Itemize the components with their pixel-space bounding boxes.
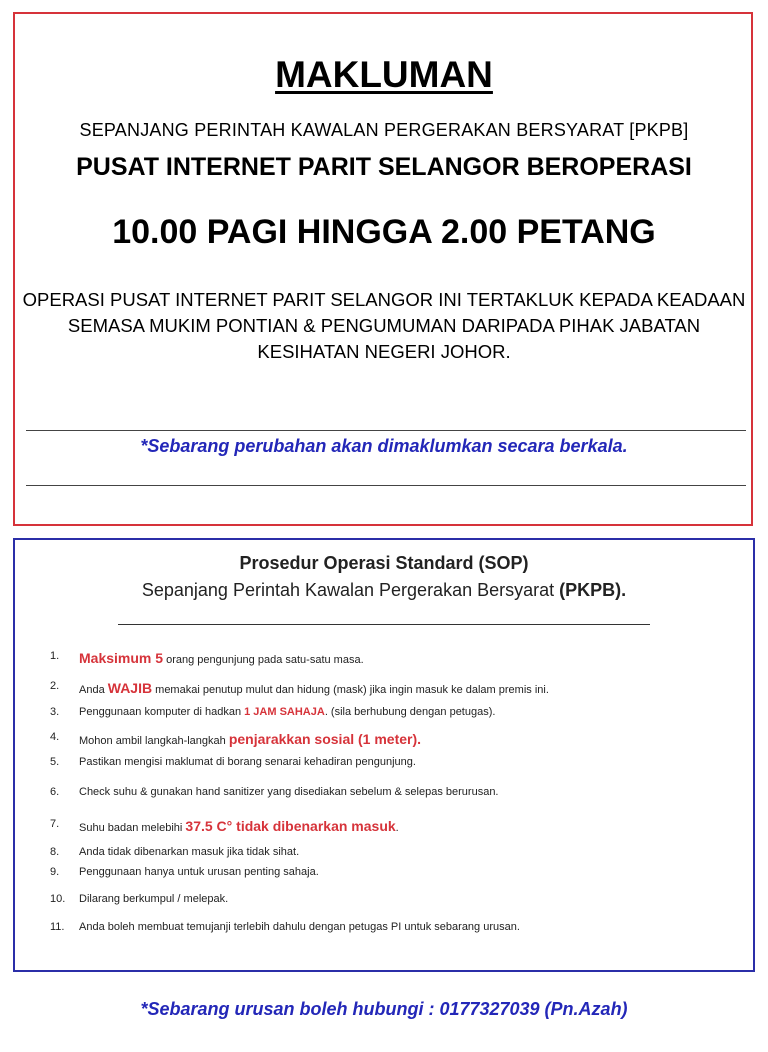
sop-item-text-before: Mohon ambil langkah-langkah [79, 735, 229, 747]
divider [26, 430, 746, 431]
announcement-title: MAKLUMAN [275, 54, 493, 95]
sop-item-number: 1. [50, 650, 60, 662]
sop-item-text-before: Anda [79, 684, 108, 696]
sop-item-text-after: . [395, 822, 399, 834]
sop-item-text-before: Penggunaan komputer di hadkan [79, 706, 245, 718]
operating-hours: 10.00 PAGI HINGGA 2.00 PETANG [112, 213, 656, 251]
sop-item-text [79, 756, 416, 768]
sop-item-highlight: WAJIB [107, 680, 153, 696]
description-line: KESIHATAN NEGERI JOHOR. [257, 341, 511, 362]
sop-item-text-before: Penggunaan hanya untuk urusan penting sahaja. [79, 866, 319, 878]
sop-item-text-before: Anda boleh membuat temujanji terlebih dahulu dengan petugas PI untuk sebarang urusan. [79, 921, 520, 933]
description-line: SEMASA MUKIM PONTIAN & PENGUMUMAN DARIPADA PIHAK JABATAN [67, 315, 701, 336]
sop-item-text-before: Pastikan mengisi maklumat di borang senarai kehadiran pengunjung. [79, 756, 416, 768]
sop-item-highlight: Maksimum 5 [79, 650, 164, 666]
sop-item-text-after: orang pengunjung pada satu-satu masa. [163, 654, 364, 666]
sop-item-text-before: Suhu badan melebihi [79, 822, 186, 834]
sop-subtitle-plain: Sepanjang Perintah Kawalan Pergerakan Bersyarat [141, 580, 555, 600]
sop-item-text [79, 846, 299, 858]
change-notice: *Sebarang perubahan akan dimaklumkan secara berkala. [140, 436, 628, 456]
sop-item-text [79, 818, 399, 834]
sop-title: Prosedur Operasi Standard (SOP) [239, 553, 529, 573]
sop-item-text-before: Check suhu & gunakan hand sanitizer yang disediakan sebelum & selepas berurusan. [79, 786, 499, 798]
sop-item-text [79, 680, 549, 696]
sop-item-number: 6. [50, 786, 60, 798]
sop-item-number: 11. [50, 921, 65, 933]
center-name-heading: PUSAT INTERNET PARIT SELANGOR BEROPERASI [76, 153, 692, 181]
sop-item-number: 3. [50, 706, 60, 718]
contact-footer: *Sebarang urusan boleh hubungi : 0177327039 (Pn.Azah) [140, 999, 628, 1019]
sop-item-highlight: 1 JAM SAHAJA [244, 706, 325, 718]
sop-item-number: 4. [50, 731, 60, 743]
description-line: OPERASI PUSAT INTERNET PARIT SELANGOR INI TERTAKLUK KEPADA KEADAAN [22, 289, 746, 310]
sop-item-text [79, 866, 319, 878]
sop-item-number: 2. [50, 680, 60, 692]
sop-item-text [79, 731, 421, 747]
sop-item-text [79, 706, 495, 718]
sop-frame [13, 538, 755, 972]
sop-item-text [79, 893, 228, 905]
announcement-subtitle: SEPANJANG PERINTAH KAWALAN PERGERAKAN BERSYARAT [PKPB] [79, 120, 689, 140]
sop-item-number: 8. [50, 846, 60, 858]
sop-item-number: 10. [50, 893, 66, 905]
divider [26, 485, 746, 486]
sop-item-highlight: penjarakkan sosial (1 meter). [228, 731, 422, 747]
sop-item-text [79, 650, 364, 666]
sop-item-text [79, 786, 499, 798]
sop-item-number: 7. [50, 818, 60, 830]
sop-item-number: 5. [50, 756, 60, 768]
sop-subtitle-bold: (PKPB). [559, 580, 627, 600]
sop-item-text-before: Dilarang berkumpul / melepak. [79, 893, 229, 905]
sop-item-text-before: Anda tidak dibenarkan masuk jika tidak sihat. [79, 846, 300, 858]
sop-subtitle [0, 580, 768, 601]
sop-item-text-after: memakai penutup mulut dan hidung (mask) jika ingin masuk ke dalam premis ini. [152, 684, 549, 696]
sop-item-text-after: . (sila berhubung dengan petugas). [324, 706, 496, 718]
sop-item-number: 9. [50, 866, 60, 878]
divider [118, 624, 650, 625]
sop-item-highlight: 37.5 C° tidak dibenarkan masuk [185, 818, 396, 834]
sop-item-text [79, 921, 520, 933]
announcement-description [0, 287, 768, 365]
